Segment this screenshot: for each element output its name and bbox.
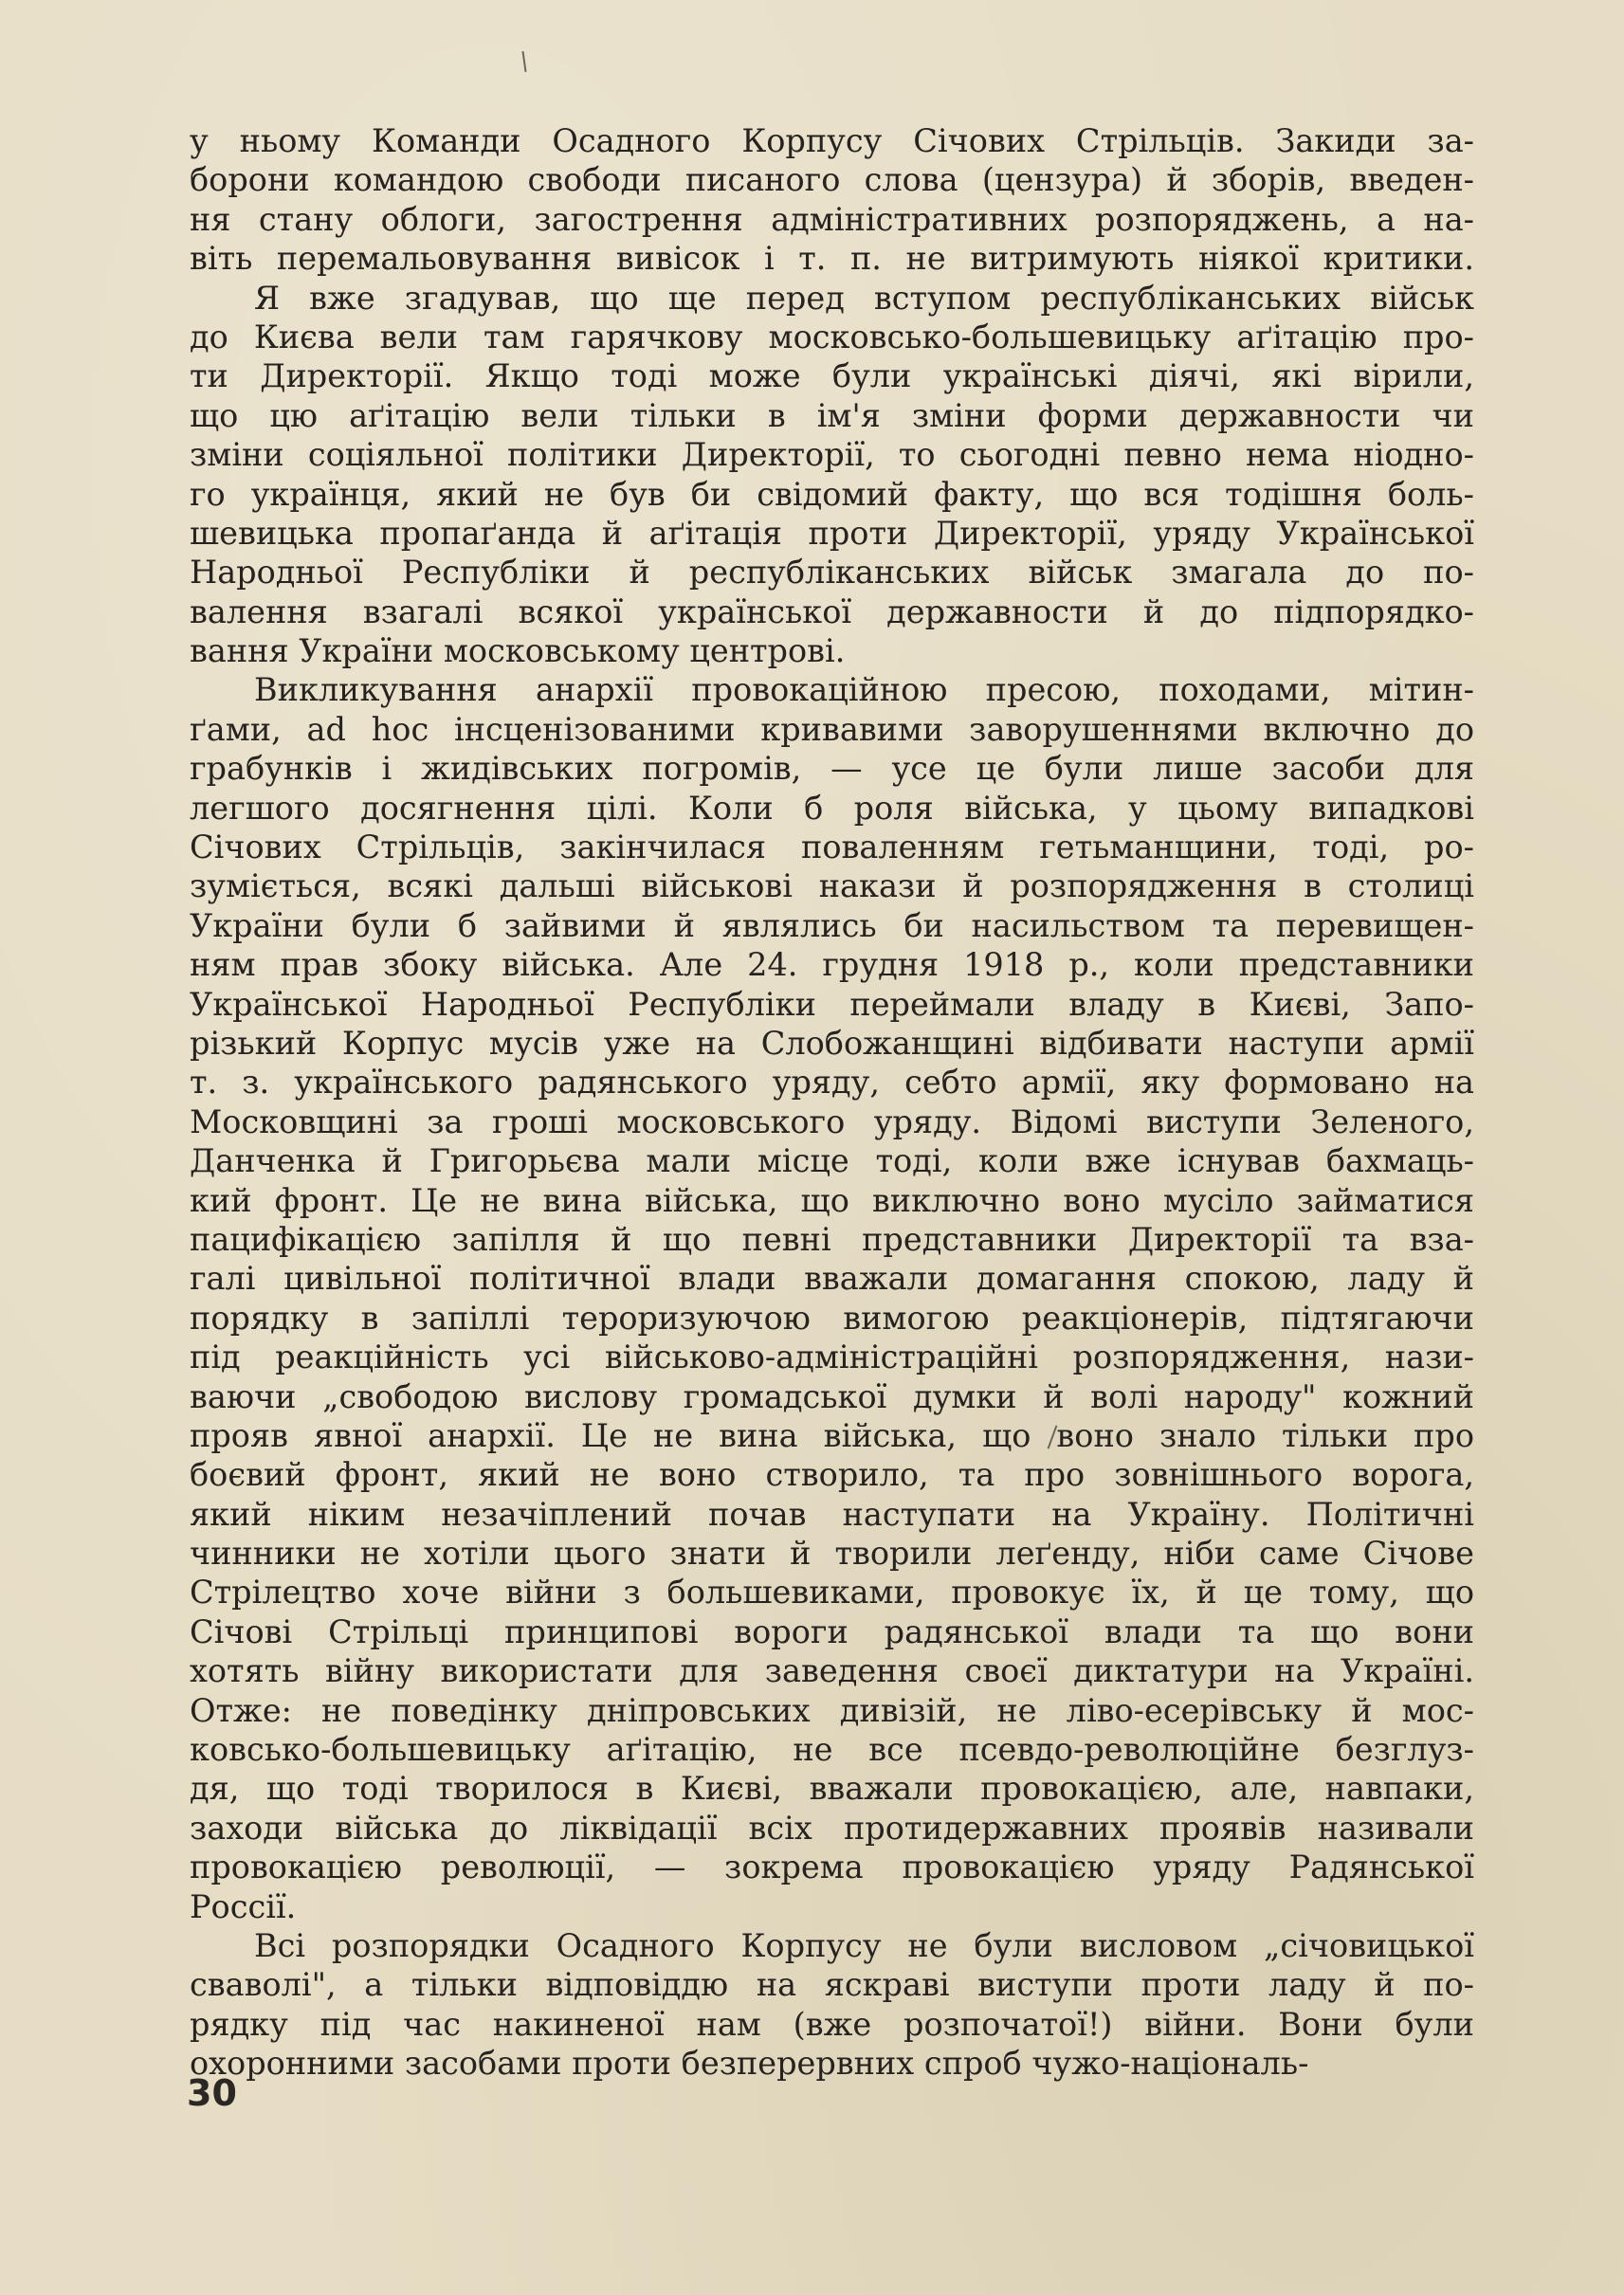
text-line: ґами, ad hoc інсценізованими кривавими заворушеннями включно до (190, 710, 1474, 748)
paragraph (190, 121, 1474, 279)
paragraph (190, 279, 1474, 671)
text-line: дя, що тоді творилося в Києві, вважали провокацією, але, навпаки, (190, 1770, 1474, 1808)
text-line: ти Директорії. Якщо тоді може були українські діячі, які вірили, (190, 357, 1474, 395)
text-line: хотять війну використати для заведення своєї диктатури на Україні. (190, 1652, 1474, 1690)
text-line: Української Народньої Республіки переймали владу в Києві, Запо- (190, 985, 1474, 1023)
text-line: борони командою свободи писаного слова (цензура) й зборів, введен- (190, 161, 1474, 199)
text-line: України були б зайвими й являлись би насильством та перевищен- (190, 906, 1474, 944)
text-line: Россії. (190, 1887, 297, 1925)
text-line: охоронними засобами проти безперервних спроб чужо-національ- (190, 2045, 1309, 2083)
text-line: до Києва вели там гарячкову московсько-большевицьку аґітацію про- (190, 318, 1474, 355)
text-line: ковсько-большевицьку аґітацію, не все псевдо-революційне безглуз- (190, 1731, 1474, 1769)
text-line: прояв явної анархії. Це не вина війська, що воно знало тільки про (190, 1416, 1474, 1454)
text-line: го українця, який не був би свідомий факту, що вся тодішня боль- (190, 475, 1474, 513)
text-line: Викликування анархії провокаційною пресою, походами, мітин- (254, 671, 1474, 709)
text-line: галі цивільної політичної влади вважали домагання спокою, ладу й (190, 1260, 1474, 1298)
text-line: легшого досягнення цілі. Коли б роля війська, у цьому випадкові (190, 789, 1474, 827)
text-line: шевицька пропаґанда й аґітація проти Директорії, уряду Української (190, 514, 1474, 552)
paragraph (190, 1926, 1474, 2084)
text-line: ня стану облоги, загострення адміністративних розпоряджень, а на- (190, 200, 1474, 238)
text-line: зміни соціяльної політики Директорії, то сьогодні певно нема ніодно- (190, 436, 1474, 474)
text-line: боєвий фронт, який не воно створило, та про зовнішнього ворога, (190, 1456, 1474, 1494)
paragraph (190, 670, 1474, 1926)
text-line: пацифікацією запілля й що певні представники Директорії та вза- (190, 1220, 1474, 1258)
page-number: 30 (187, 2072, 237, 2114)
scan-mark (521, 51, 526, 72)
text-line: у ньому Команди Осадного Корпусу Січових Стрільців. Закиди за- (190, 122, 1474, 159)
text-line: т. з. українського радянського уряду, себто армії, яку формовано на (190, 1064, 1474, 1102)
text-line: що цю аґітацію вели тільки в ім'я зміни форми державности чи (190, 396, 1474, 434)
text-line: ням прав збоку війська. Але 24. грудня 1918 р., коли представники (190, 946, 1474, 984)
text-line: рядку під час накиненої нам (вже розпочатої!) війни. Вони були (190, 2005, 1474, 2043)
text-line: віть перемальовування вивісок і т. п. не витримують ніякої критики. (190, 240, 1474, 278)
text-line: чинники не хотіли цього знати й творили леґенду, ніби саме Січове (190, 1535, 1474, 1573)
text-line: Січові Стрільці принципові вороги радянської влади та що вони (190, 1612, 1474, 1650)
text-line: грабунків і жидівських погромів, — усе це були лише засоби для (190, 750, 1474, 788)
text-line: кий фронт. Це не вина війська, що виключно воно мусіло займатися (190, 1181, 1474, 1219)
text-line: Московщині за гроші московського уряду. Відомі виступи Зеленого, (190, 1102, 1474, 1140)
text-line: Всі розпорядки Осадного Корпусу не були висловом „січовицької (254, 1926, 1474, 1964)
text-line: сваволі", а тільки відповіддю на яскраві виступи проти ладу й по- (190, 1966, 1474, 2004)
text-line: під реакційність усі військово-адміністраційні розпорядження, нази- (190, 1339, 1474, 1376)
text-line: Данченка й Григорьєва мали місце тоді, коли вже існував бахмаць- (190, 1142, 1474, 1180)
text-line: ваючи „свободою вислову громадської думки й волі народу" кожний (190, 1377, 1474, 1415)
text-line: різький Корпус мусів уже на Слобожанщині відбивати наступи армії (190, 1024, 1474, 1062)
text-line: валення взагалі всякої української державности й до підпорядко- (190, 592, 1474, 630)
text-line: провокацією революції, — зокрема провокацією уряду Радянської (190, 1849, 1474, 1886)
text-line: вання України московському центрові. (190, 632, 846, 670)
text-line: Стрілецтво хоче війни з большевиками, провокує їх, й це тому, що (190, 1574, 1474, 1612)
text-line: Народньої Республіки й республіканських військ змагала до по- (190, 554, 1474, 592)
body-text (190, 121, 1474, 2084)
text-line: Січових Стрільців, закінчилася поваленням гетьманщини, тоді, ро- (190, 829, 1474, 866)
text-line: заходи війська до ліквідації всіх протидержавних проявів називали (190, 1809, 1474, 1847)
text-line: Отже: не поведінку дніпровських дивізій, не ліво-есерівську й мос- (190, 1691, 1474, 1729)
text-line: який ніким незачіплений почав наступати на Україну. Політичні (190, 1495, 1474, 1533)
text-line: зуміється, всякі дальші військові накази й розпорядження в столиці (190, 867, 1474, 905)
text-line: порядку в запіллі тероризуючою вимогою реакціонерів, підтягаючи (190, 1299, 1474, 1337)
text-line: Я вже згадував, що ще перед вступом республіканських військ (254, 279, 1474, 317)
